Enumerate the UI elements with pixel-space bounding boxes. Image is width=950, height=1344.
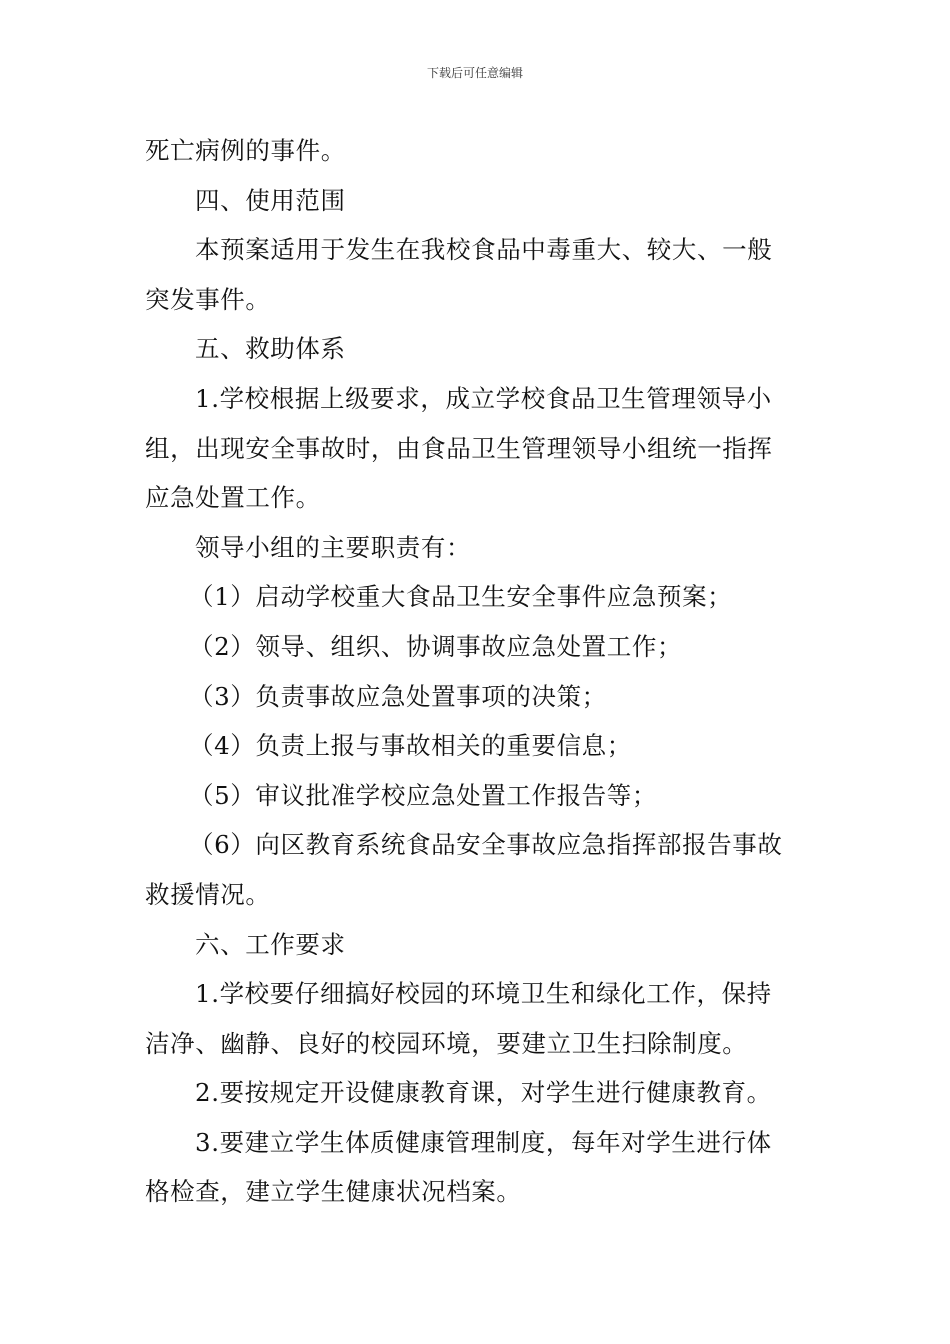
body-line: 1.学校要仔细搞好校园的环境卫生和绿化工作，保持	[195, 979, 772, 1009]
section-heading-work-requirements: 六、工作要求	[195, 929, 346, 959]
document-body	[145, 126, 810, 1217]
list-item: （6）向区教育系统食品安全事故应急指挥部报告事故	[189, 830, 783, 860]
list-item: （3）负责事故应急处置事项的决策；	[189, 681, 607, 711]
body-line: 格检查，建立学生健康状况档案。	[145, 1177, 522, 1207]
list-item: （2）领导、组织、协调事故应急处置工作；	[189, 631, 683, 661]
body-line: 洁净、幽静、良好的校园环境，要建立卫生扫除制度。	[145, 1028, 748, 1058]
section-heading-scope: 四、使用范围	[195, 185, 346, 215]
body-line: 1.学校根据上级要求，成立学校食品卫生管理领导小	[195, 383, 772, 413]
body-line: 组，出现安全事故时，由食品卫生管理领导小组统一指挥	[145, 433, 773, 463]
body-line: 死亡病例的事件。	[145, 136, 346, 165]
list-item: （5）审议批准学校应急处置工作报告等；	[189, 780, 657, 810]
body-line: 2.要按规定开设健康教育课，对学生进行健康教育。	[195, 1078, 772, 1108]
body-line: 救援情况。	[145, 879, 271, 909]
body-line: 应急处置工作。	[145, 483, 321, 513]
body-line: 突发事件。	[145, 284, 271, 314]
list-item: （4）负责上报与事故相关的重要信息；	[189, 731, 632, 761]
section-heading-rescue-system: 五、救助体系	[195, 334, 346, 364]
body-line: 3.要建立学生体质健康管理制度，每年对学生进行体	[195, 1127, 772, 1157]
body-line: 本预案适用于发生在我校食品中毒重大、较大、一般	[195, 235, 773, 265]
body-line: 领导小组的主要职责有：	[195, 532, 472, 562]
list-item: （1）启动学校重大食品卫生安全事件应急预案；	[189, 582, 733, 612]
page-header-note: 下载后可任意编辑	[426, 66, 523, 80]
